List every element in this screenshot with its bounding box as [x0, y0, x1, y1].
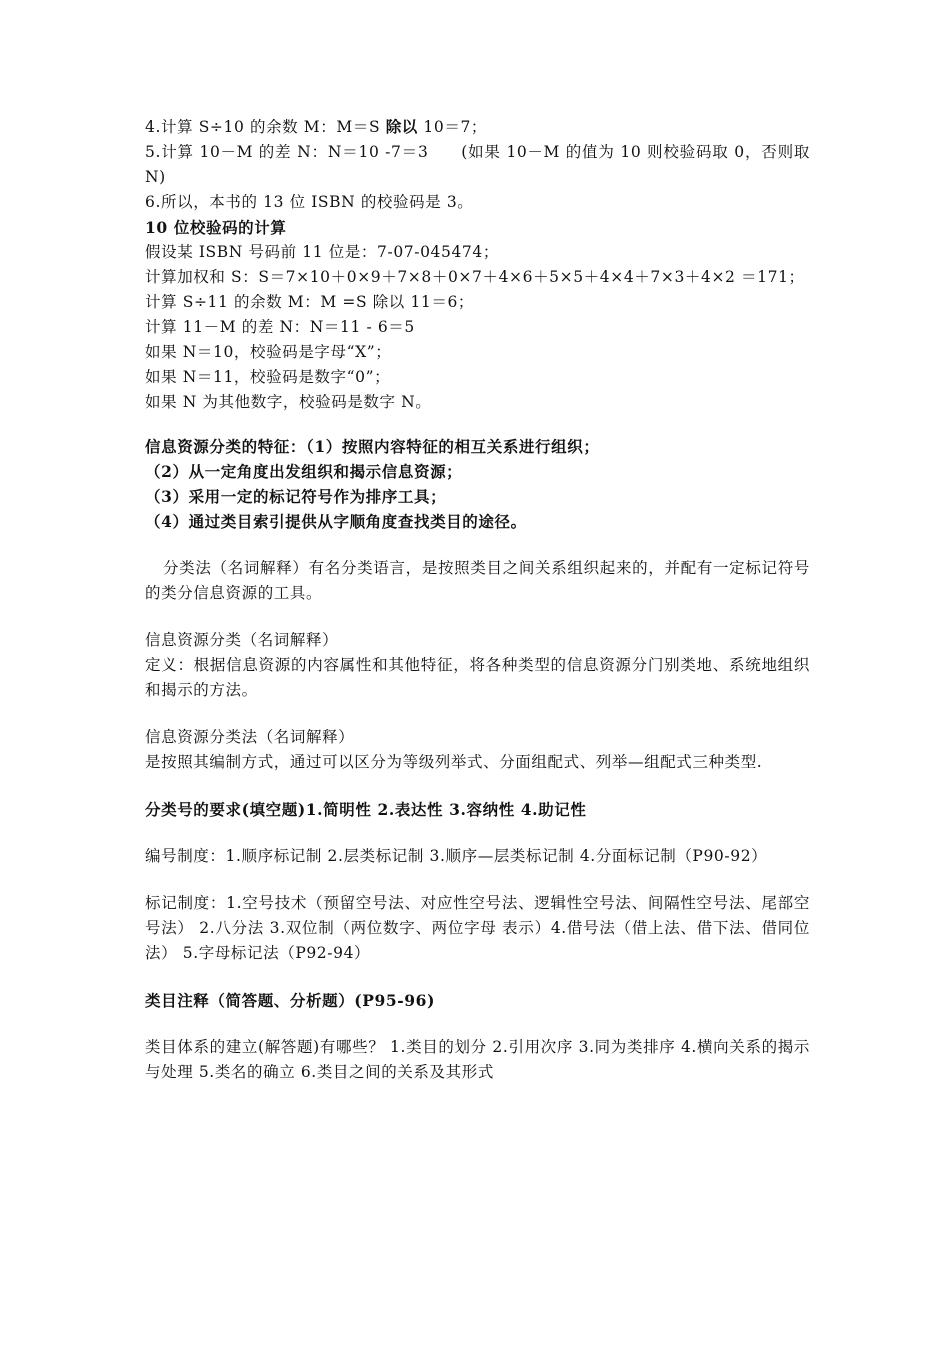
spacer: [145, 775, 810, 797]
spacer: [145, 606, 810, 628]
isbn13-step4-text: 4.计算 S÷10 的余数 M：M＝S: [145, 118, 386, 136]
isbn10-line-4: 计算 11－M 的差 N：N＝11 - 6＝5: [145, 318, 415, 336]
annotation-heading: 类目注释（简答题、分析题）(P95-96): [145, 991, 435, 1010]
features-line-1: 信息资源分类的特征：（1）按照内容特征的相互关系进行组织；: [145, 437, 600, 456]
spacer: [145, 1013, 810, 1035]
isbn13-step4: [145, 114, 810, 140]
features-line-4: （4）通过类目索引提供从字顺角度查找类目的途径。: [145, 512, 527, 531]
notation-paragraph: 标记制度：1.空号技术（预留空号法、对应性空号法、逻辑性空号法、间隔性空号法、尾部空号法） 2.八分法 3.双位制（两位数字、两位字母 表示）4.借号法（借上法、借下法、借同位法） 5.字母标记法（P92-94）: [145, 894, 810, 962]
isbn10-line-7: 如果 N 为其他数字，校验码是数字 N。: [145, 393, 432, 411]
spacer: [145, 415, 810, 434]
classification-title: 信息资源分类（名词解释）: [145, 631, 339, 649]
features-line-3: （3）采用一定的标记符号作为排序工具；: [145, 487, 447, 506]
classification-definition: 定义：根据信息资源的内容属性和其他特征，将各种类型的信息资源分门别类地、系统地组织和揭示的方法。: [145, 656, 810, 699]
spacer: [145, 703, 810, 725]
classification-method-title: 信息资源分类法（名词解释）: [145, 728, 355, 746]
isbn10-heading: 10 位校验码的计算: [145, 218, 287, 237]
features-line-2: （2）从一定角度出发组织和揭示信息资源；: [145, 462, 463, 481]
classification-method-text: 是按照其编制方式，通过可以区分为等级列举式、分面组配式、列举—组配式三种类型.: [145, 753, 763, 771]
document-page: [145, 114, 810, 1085]
requirements-line: 分类号的要求(填空题)1.简明性 2.表达性 3.容纳性 4.助记性: [145, 800, 587, 819]
spacer: [145, 966, 810, 988]
isbn13-step4-end: 10＝7；: [417, 118, 488, 136]
isbn13-step4-bold: 除以: [385, 117, 418, 136]
isbn13-step6: 6.所以，本书的 13 位 ISBN 的校验码是 3。: [145, 193, 474, 211]
spacer: [145, 869, 810, 891]
isbn13-step5: 5.计算 10－M 的差 N：N＝10 -7＝3 (如果 10－M 的值为 10 则校验码取 0，否则取 N): [145, 143, 810, 186]
isbn10-line-1: 假设某 ISBN 号码前 11 位是：7-07-045474；: [145, 243, 499, 261]
numbering-line: 编号制度：1.顺序标记制 2.层类标记制 3.顺序—层类标记制 4.分面标记制（P90-92）: [145, 847, 768, 865]
system-paragraph: 类目体系的建立(解答题)有哪些？ 1.类目的划分 2.引用次序 3.同为类排序 4.横向关系的揭示与处理 5.类名的确立 6.类目之间的关系及其形式: [145, 1038, 810, 1081]
spacer: [145, 534, 810, 556]
classification-law-paragraph: 分类法（名词解释）有名分类语言，是按照类目之间关系组织起来的，并配有一定标记符号的类分信息资源的工具。: [145, 559, 810, 602]
isbn10-line-2: 计算加权和 S：S＝7×10＋0×9＋7×8＋0×7＋4×6＋5×5＋4×4＋7×3＋4×2 ＝171；: [145, 268, 805, 286]
spacer: [145, 822, 810, 844]
isbn10-line-6: 如果 N＝11，校验码是数字“0”；: [145, 368, 391, 386]
isbn10-line-5: 如果 N＝10，校验码是字母“X”；: [145, 343, 392, 361]
isbn10-line-3: 计算 S÷11 的余数 M：M =S 除以 11＝6；: [145, 293, 475, 311]
